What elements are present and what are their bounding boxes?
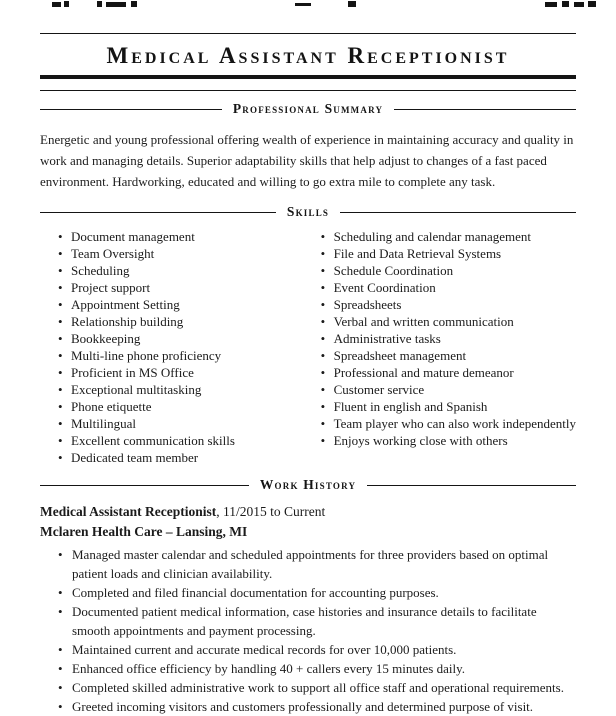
summary-heading-label: Professional Summary xyxy=(232,101,384,116)
remnant-mark xyxy=(106,2,126,7)
summary-section-heading xyxy=(40,100,576,118)
remnant-mark xyxy=(131,1,137,7)
skill-item: • Exceptional multitasking xyxy=(58,381,303,398)
skill-item: • Event Coordination xyxy=(321,279,576,296)
remnant-mark xyxy=(97,1,102,7)
skills-column-right xyxy=(321,228,576,466)
duty-item: • Documented patient medical information, case histories and insurance details to facilitate smooth appointments and payment processing. xyxy=(58,602,576,640)
skill-item: • Professional and mature demeanor xyxy=(321,364,576,381)
page-title: Medical Assistant Receptionist xyxy=(106,43,510,68)
remnant-mark xyxy=(562,1,569,7)
remnant-mark xyxy=(588,1,596,7)
summary-text: Energetic and young professional offering wealth of experience in maintaining accuracy and quality in work and managing details. Superior adaptability skills that help adjust to changes of a fast paced environment. Hardworking, educated and willing to go extra mile to complete any task. xyxy=(40,132,574,189)
skill-item: • Team Oversight xyxy=(58,245,303,262)
duty-item: • Enhanced office efficiency by handling 40 + callers every 15 minutes daily. xyxy=(58,659,576,678)
employer-line xyxy=(40,523,576,540)
skill-item: • Scheduling xyxy=(58,262,303,279)
employer-name: Mclaren Health Care xyxy=(40,524,163,539)
heading-rule-right xyxy=(394,109,576,110)
duty-item: • Managed master calendar and scheduled appointments for three providers based on optimal patient loads and clinician availability. xyxy=(58,545,576,583)
duties-list xyxy=(58,545,576,716)
title-bottom-rule xyxy=(40,75,576,79)
skill-item: • Document management xyxy=(58,228,303,245)
remnant-mark xyxy=(574,2,584,7)
skills-section-heading xyxy=(40,203,576,221)
skill-item: • Customer service xyxy=(321,381,576,398)
remnant-mark xyxy=(348,1,356,7)
skill-item: • Relationship building xyxy=(58,313,303,330)
heading-rule-left xyxy=(40,109,222,110)
heading-rule-right xyxy=(340,212,576,213)
skill-item: • Appointment Setting xyxy=(58,296,303,313)
skill-item: • Administrative tasks xyxy=(321,330,576,347)
skill-item: • Multilingual xyxy=(58,415,303,432)
remnant-mark xyxy=(295,3,311,6)
skill-item: • Spreadsheets xyxy=(321,296,576,313)
skill-item: • Schedule Coordination xyxy=(321,262,576,279)
clipped-text-remnant xyxy=(0,0,616,9)
skill-item: • Excellent communication skills xyxy=(58,432,303,449)
skill-item: • Team player who can also work independently xyxy=(321,415,576,432)
skills-columns xyxy=(40,228,576,466)
skills-heading-label: Skills xyxy=(286,204,330,219)
remnant-mark xyxy=(52,2,61,7)
skill-item: • Bookkeeping xyxy=(58,330,303,347)
heading-rule-right xyxy=(367,485,576,486)
skill-item: • Proficient in MS Office xyxy=(58,364,303,381)
skill-item: • Verbal and written communication xyxy=(321,313,576,330)
job-title-line xyxy=(40,503,576,520)
skill-item: • Enjoys working close with others xyxy=(321,432,576,449)
heading-rule-left xyxy=(40,212,276,213)
skill-item: • Spreadsheet management xyxy=(321,347,576,364)
remnant-mark xyxy=(64,1,69,7)
employer-location: – Lansing, MI xyxy=(162,524,248,539)
duty-item: • Greeted incoming visitors and customers professionally and determined purpose of visit. xyxy=(58,697,576,716)
heading-rule-left xyxy=(40,485,249,486)
job-dates: , 11/2015 to Current xyxy=(216,504,326,519)
skill-item: • File and Data Retrieval Systems xyxy=(321,245,576,262)
duty-item: • Completed and filed financial documentation for accounting purposes. xyxy=(58,583,576,602)
work-history-heading-label: Work History xyxy=(259,477,357,492)
duty-item: • Completed skilled administrative work to support all office staff and operational requirements. xyxy=(58,678,576,697)
skill-item: • Scheduling and calendar management xyxy=(321,228,576,245)
skill-item: • Project support xyxy=(58,279,303,296)
work-history-section-heading xyxy=(40,476,576,494)
remnant-mark xyxy=(545,2,557,7)
job-title: Medical Assistant Receptionist xyxy=(40,504,217,519)
skill-item: • Phone etiquette xyxy=(58,398,303,415)
skill-item: • Dedicated team member xyxy=(58,449,303,466)
resume-page xyxy=(0,33,616,716)
skill-item: • Fluent in english and Spanish xyxy=(321,398,576,415)
duty-item: • Maintained current and accurate medical records for over 10,000 patients. xyxy=(58,640,576,659)
skill-item: • Multi-line phone proficiency xyxy=(58,347,303,364)
header-divider-rule xyxy=(40,90,576,91)
skills-column-left xyxy=(58,228,303,466)
